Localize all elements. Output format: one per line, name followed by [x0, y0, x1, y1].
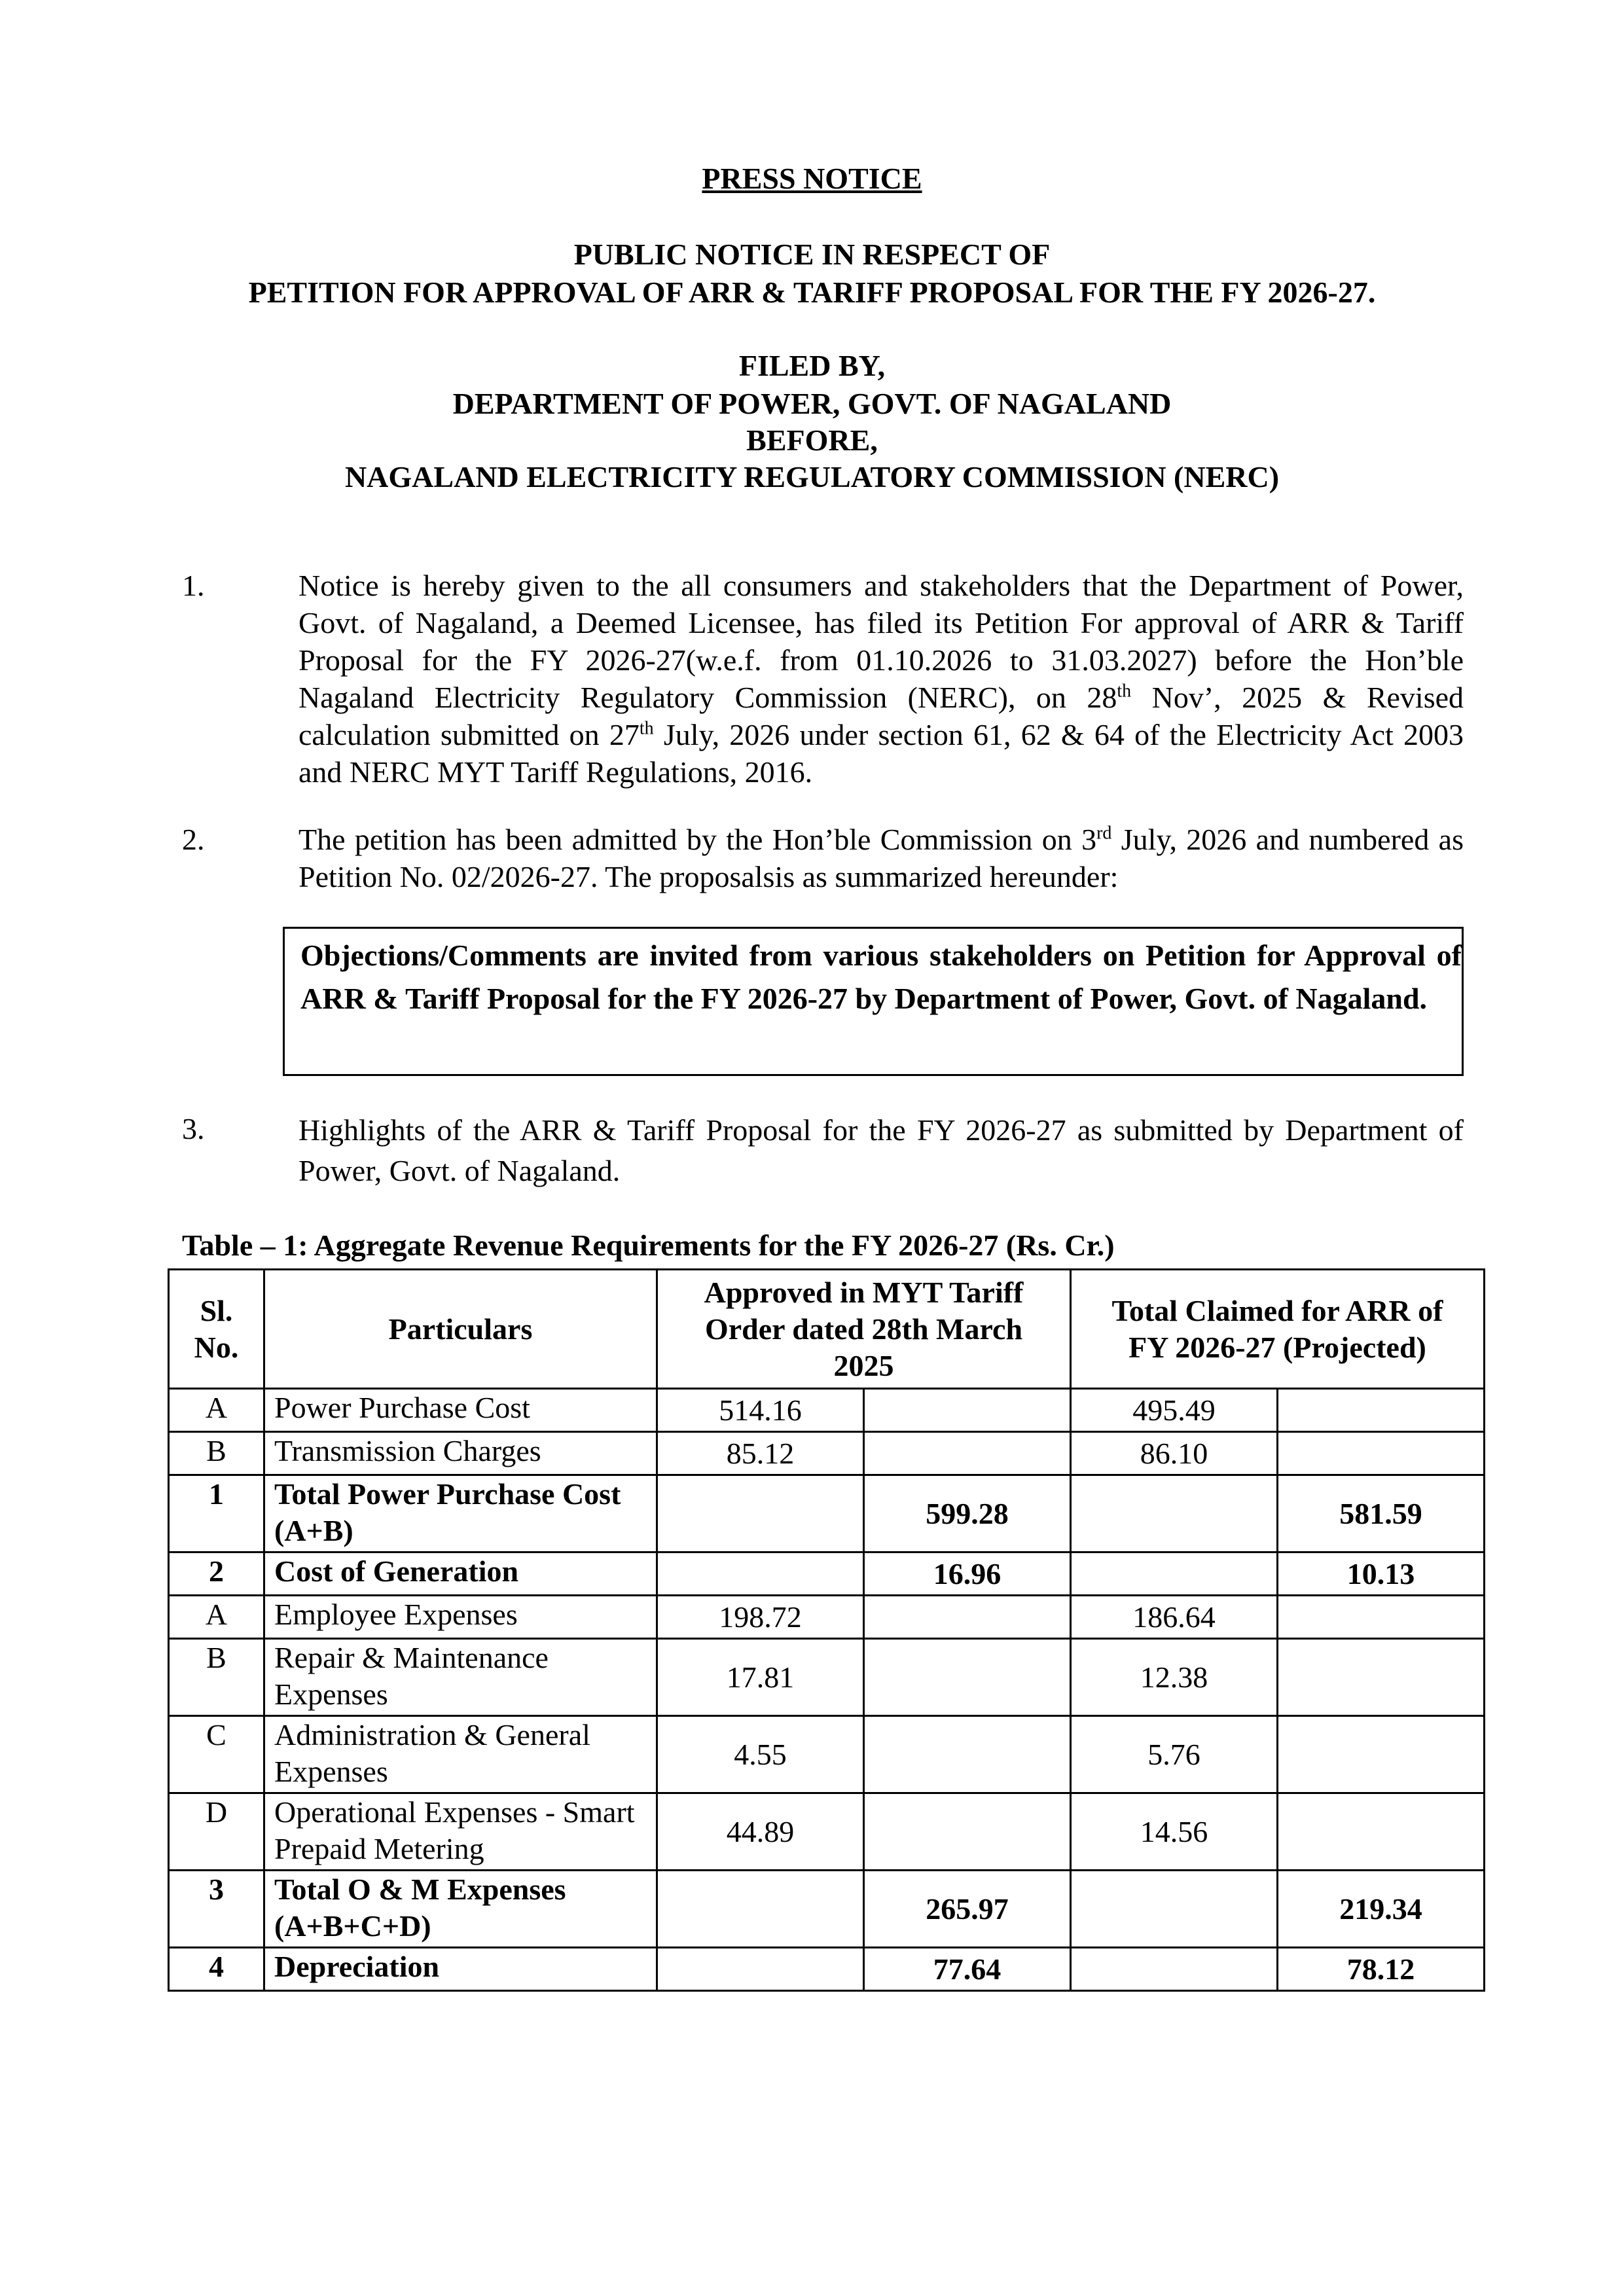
row-sl: 2 — [169, 1552, 264, 1596]
row-sl: B — [169, 1639, 264, 1716]
row-approved-total — [864, 1596, 1071, 1639]
commission-line: NAGALAND ELECTRICITY REGULATORY COMMISSION (NERC) — [344, 460, 1280, 493]
paragraph-3-text: Highlights of the ARR & Tariff Proposal for the FY 2026-27 as submitted by Department of Power, Govt. of Nagaland. — [298, 1113, 1464, 1187]
row-particular: Cost of Generation — [264, 1552, 657, 1596]
row-sl: 3 — [169, 1871, 264, 1948]
table-row — [169, 1552, 1485, 1596]
paragraph-1-part-c: July, 2026 under section 61, 62 & 64 of the Electricity Act 2003 and NERC MYT Tariff Regulations, 2016. — [298, 718, 1464, 789]
paragraph-number-2: 2. — [182, 823, 205, 856]
filer-line: DEPARTMENT OF POWER, GOVT. OF NAGALAND — [452, 387, 1172, 420]
paragraph-2-sup-a: rd — [1096, 823, 1112, 844]
row-sl: D — [169, 1793, 264, 1871]
row-approved-sub — [657, 1871, 864, 1948]
row-claimed-sub — [1071, 1948, 1278, 1991]
arr-table — [168, 1268, 1485, 1992]
row-claimed-sub — [1071, 1552, 1278, 1596]
row-approved-sub — [657, 1552, 864, 1596]
row-particular: Total O & M Expenses (A+B+C+D) — [264, 1871, 657, 1948]
row-approved-sub: 514.16 — [657, 1389, 864, 1432]
row-claimed-sub — [1071, 1475, 1278, 1552]
row-approved-total — [864, 1639, 1071, 1716]
paragraph-2-part-b: July, 2026 and numbered as Petition No. 02/2026-27. The proposalsis as summarized hereunder: — [298, 823, 1464, 893]
header-approved: Approved in MYT Tariff Order dated 28th March 2025 — [657, 1270, 1071, 1389]
paragraph-1-part-b: Nov’, 2025 & Revised calculation submitted on 27 — [298, 681, 1464, 751]
row-claimed-total: 219.34 — [1278, 1871, 1485, 1948]
row-claimed-sub: 495.49 — [1071, 1389, 1278, 1432]
row-particular: Total Power Purchase Cost (A+B) — [264, 1475, 657, 1552]
row-approved-sub: 85.12 — [657, 1432, 864, 1475]
row-approved-sub: 17.81 — [657, 1639, 864, 1716]
objections-text: Objections/Comments are invited from various stakeholders on Petition for Approval of ARR & Tariff Proposal for the FY 2026-27 by Department of Power, Govt. of Nagaland. — [300, 939, 1462, 1015]
press-notice-title: PRESS NOTICE — [702, 162, 922, 195]
row-approved-total — [864, 1716, 1071, 1793]
row-sl: B — [169, 1432, 264, 1475]
row-particular: Power Purchase Cost — [264, 1389, 657, 1432]
row-claimed-total — [1278, 1596, 1485, 1639]
row-claimed-sub: 86.10 — [1071, 1432, 1278, 1475]
header-particulars: Particulars — [264, 1270, 657, 1389]
row-approved-total — [864, 1793, 1071, 1871]
row-sl: A — [169, 1596, 264, 1639]
row-claimed-total — [1278, 1716, 1485, 1793]
table-row — [169, 1793, 1485, 1871]
table-row — [169, 1475, 1485, 1552]
row-approved-total: 77.64 — [864, 1948, 1071, 1991]
paragraph-number-3: 3. — [182, 1112, 205, 1145]
header-claimed: Total Claimed for ARR of FY 2026-27 (Projected) — [1071, 1270, 1485, 1389]
row-claimed-sub — [1071, 1871, 1278, 1948]
row-claimed-sub: 5.76 — [1071, 1716, 1278, 1793]
table-row — [169, 1639, 1485, 1716]
paragraph-1-sup-b: th — [639, 718, 654, 739]
notice-heading-line2: PETITION FOR APPROVAL OF ARR & TARIFF PROPOSAL FOR THE FY 2026-27. — [248, 276, 1376, 309]
paragraph-2 — [298, 821, 1464, 895]
row-claimed-total — [1278, 1389, 1485, 1432]
row-claimed-total — [1278, 1793, 1485, 1871]
row-approved-total: 599.28 — [864, 1475, 1071, 1552]
row-approved-sub: 44.89 — [657, 1793, 864, 1871]
table-row — [169, 1389, 1485, 1432]
row-claimed-total: 78.12 — [1278, 1948, 1485, 1991]
row-claimed-total: 581.59 — [1278, 1475, 1485, 1552]
row-claimed-total — [1278, 1432, 1485, 1475]
row-approved-sub: 198.72 — [657, 1596, 864, 1639]
row-particular: Employee Expenses — [264, 1596, 657, 1639]
table-row — [169, 1871, 1485, 1948]
row-particular: Depreciation — [264, 1948, 657, 1991]
table-row — [169, 1432, 1485, 1475]
row-particular: Administration & General Expenses — [264, 1716, 657, 1793]
paragraph-2-part-a: The petition has been admitted by the Hon’ble Commission on 3 — [298, 823, 1097, 856]
paragraph-3 — [298, 1110, 1464, 1191]
paragraph-number-1: 1. — [182, 569, 205, 602]
row-claimed-sub: 14.56 — [1071, 1793, 1278, 1871]
row-approved-sub: 4.55 — [657, 1716, 864, 1793]
row-sl: A — [169, 1389, 264, 1432]
row-approved-total — [864, 1389, 1071, 1432]
row-particular: Repair & Maintenance Expenses — [264, 1639, 657, 1716]
before-line: BEFORE, — [746, 423, 878, 457]
row-particular: Transmission Charges — [264, 1432, 657, 1475]
row-sl: C — [169, 1716, 264, 1793]
row-sl: 4 — [169, 1948, 264, 1991]
row-approved-total — [864, 1432, 1071, 1475]
table-header-row — [169, 1270, 1485, 1389]
paragraph-1 — [298, 567, 1464, 791]
row-claimed-sub: 12.38 — [1071, 1639, 1278, 1716]
notice-heading-line1: PUBLIC NOTICE IN RESPECT OF — [573, 238, 1051, 271]
table-caption: Table – 1: Aggregate Revenue Requirements for the FY 2026-27 (Rs. Cr.) — [182, 1229, 1115, 1262]
row-approved-sub — [657, 1475, 864, 1552]
row-sl: 1 — [169, 1475, 264, 1552]
table-row — [169, 1716, 1485, 1793]
row-claimed-sub: 186.64 — [1071, 1596, 1278, 1639]
paragraph-1-part-a: Notice is hereby given to the all consumers and stakeholders that the Department of Power, Govt. of Nagaland, a Deemed Licensee, has filed its Petition For approval of ARR & Tariff Proposal for the FY 2026-27(w.e.f. from 01.10.2026 to 31.03.2027) before the Hon’ble Nagaland Electricity Regulatory Commission (NERC), on 28 — [298, 569, 1464, 714]
filed-by-line: FILED BY, — [738, 349, 886, 382]
row-approved-total: 265.97 — [864, 1871, 1071, 1948]
paragraph-1-sup-a: th — [1117, 681, 1132, 702]
row-claimed-total: 10.13 — [1278, 1552, 1485, 1596]
table-row — [169, 1596, 1485, 1639]
objections-box — [283, 927, 1464, 1076]
row-particular: Operational Expenses - Smart Prepaid Metering — [264, 1793, 657, 1871]
row-approved-total: 16.96 — [864, 1552, 1071, 1596]
table-row — [169, 1948, 1485, 1991]
row-claimed-total — [1278, 1639, 1485, 1716]
row-approved-sub — [657, 1948, 864, 1991]
header-sl-no: Sl. No. — [169, 1270, 264, 1389]
